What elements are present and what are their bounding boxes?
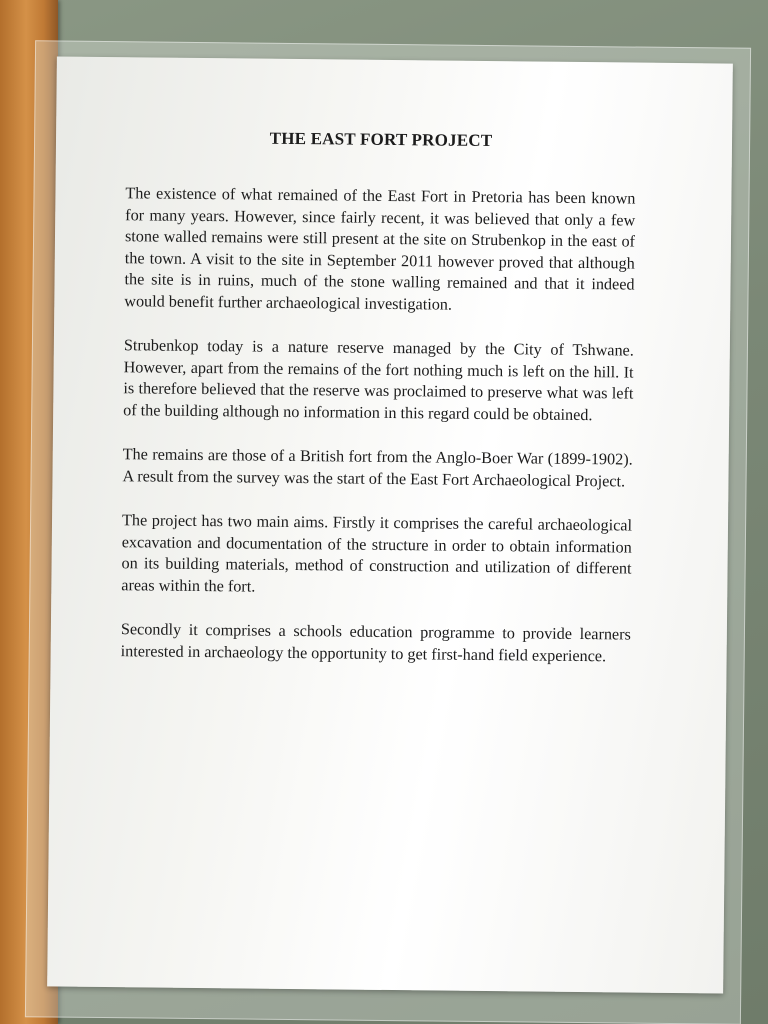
paragraph-remains: The remains are those of a British fort from the Anglo-Boer War (1899-1902). A result from the survey was the start of the East Fort Archaeological Project. xyxy=(122,445,633,490)
document-title: THE EAST FORT PROJECT xyxy=(269,128,493,151)
paragraph-existence: The existence of what remained of the East Fort in Pretoria has been known for many years. However, since fairly recent, it was believed that only a few stone walled remains were still present at the site on Strubenkop in the east of the town. A visit to the site in September 2011 however proved that although the site is in ruins, much of the stone walling remained and that it indeed would benefit further archaeological investigation. xyxy=(124,184,636,314)
paragraph-education: Secondly it comprises a schools education programme to provide learners interested in archaeology the opportunity to get first-hand field experience. xyxy=(120,620,631,665)
document-content xyxy=(120,127,636,690)
document-sheet xyxy=(47,56,733,993)
paragraph-strubenkop: Strubenkop today is a nature reserve managed by the City of Tshwane. However, apart from the remains of the fort nothing much is left on the hill. It is therefore believed that the reserve was proclaimed to preserve what was left of the building although no information in this regard could be obtained. xyxy=(123,336,634,424)
paragraph-main-aims: The project has two main aims. Firstly it comprises the careful archaeological excavation and documentation of the structure in order to obtain information on its building materials, method of construction and utilization of different areas within the fort. xyxy=(121,511,633,596)
